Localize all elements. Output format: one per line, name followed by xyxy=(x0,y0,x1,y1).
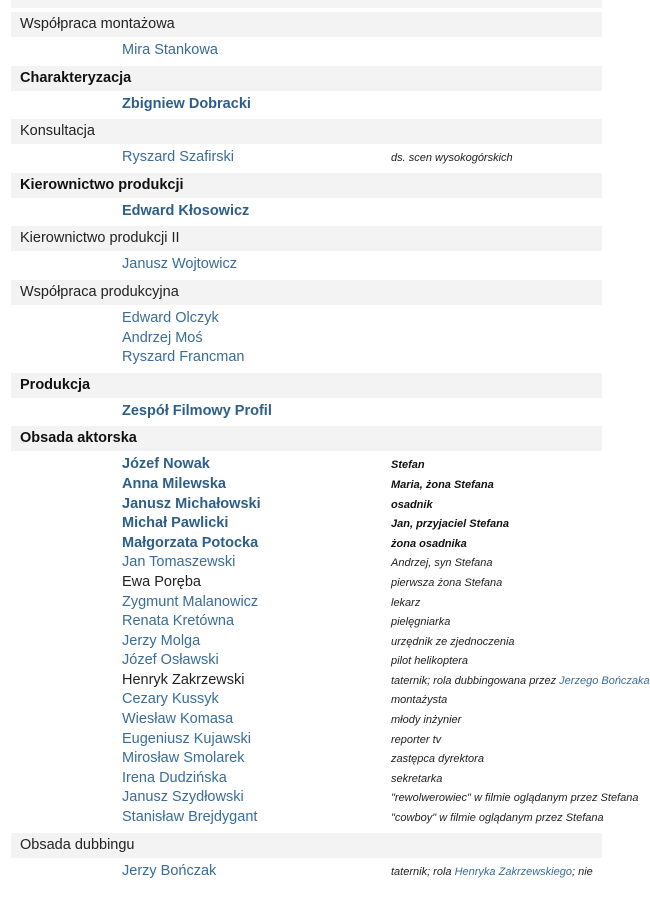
role-note xyxy=(391,671,650,691)
role-note xyxy=(391,769,442,789)
credit-row xyxy=(11,729,602,749)
role-note-text: Andrzej, syn Stefana xyxy=(391,557,493,570)
section-rows xyxy=(11,451,650,828)
credit-section xyxy=(11,119,602,169)
credit-row xyxy=(11,494,602,514)
role-note xyxy=(391,632,515,652)
role-note xyxy=(391,749,484,769)
credits-list xyxy=(0,12,650,882)
credit-row xyxy=(11,861,602,881)
section-title: Kierownictwo produkcji II xyxy=(11,226,602,251)
credit-row xyxy=(11,552,602,572)
person-name-link[interactable]: Zygmunt Malanowicz xyxy=(122,593,259,610)
person-name-link[interactable]: Jan Tomaszewski xyxy=(122,554,236,571)
role-note xyxy=(391,553,493,573)
role-note-text: zastępca dyrektora xyxy=(391,753,484,766)
section-rows xyxy=(11,398,602,423)
role-note xyxy=(391,495,433,515)
credit-row xyxy=(11,454,602,474)
credit-row xyxy=(11,689,602,709)
credit-section xyxy=(11,173,602,223)
credit-section xyxy=(11,12,602,62)
credit-row xyxy=(11,94,602,114)
person-name-link[interactable]: Janusz Szydłowski xyxy=(122,789,244,806)
role-note xyxy=(391,710,461,730)
role-note xyxy=(391,808,604,828)
person-name-link[interactable]: Zespół Filmowy Profil xyxy=(122,402,272,419)
credit-row xyxy=(11,787,639,807)
section-title: Kierownictwo produkcji xyxy=(11,173,602,198)
person-name: Ewa Poręba xyxy=(122,573,201,590)
credit-row xyxy=(11,474,602,494)
person-name-link[interactable]: Andrzej Moś xyxy=(122,329,203,346)
top-divider xyxy=(11,0,602,8)
credit-row xyxy=(11,40,602,60)
role-note-text: sekretarka xyxy=(391,772,443,785)
role-note-text: ds. scen wysokogórskich xyxy=(391,152,513,165)
credit-row xyxy=(11,572,602,592)
section-title: Współpraca montażowa xyxy=(11,12,602,37)
role-note xyxy=(391,690,447,710)
section-title: Obsada dubbingu xyxy=(11,833,602,858)
credit-row xyxy=(11,748,602,768)
section-title: Produkcja xyxy=(11,373,602,398)
credit-section xyxy=(11,280,602,369)
role-note-text: młody inżynier xyxy=(391,714,462,727)
person-name-link[interactable]: Eugeniusz Kujawski xyxy=(122,730,251,747)
role-note-text: Stefan xyxy=(391,459,425,472)
section-title: Konsultacja xyxy=(11,119,602,144)
person-name-link[interactable]: Renata Kretówna xyxy=(122,613,235,630)
section-rows xyxy=(11,305,602,369)
credit-row xyxy=(11,807,602,827)
role-note xyxy=(391,475,494,495)
credit-row xyxy=(11,254,602,274)
person-name-link[interactable]: Jerzy Molga xyxy=(122,632,201,649)
credit-row xyxy=(11,201,602,221)
role-note-text: żona osadnika xyxy=(391,537,467,550)
credit-row xyxy=(11,650,602,670)
credit-row xyxy=(11,347,602,367)
section-rows xyxy=(11,144,602,169)
role-note xyxy=(391,593,420,613)
person-name-link[interactable]: Wiesław Komasa xyxy=(122,711,234,728)
role-note-text: pierwsza żona Stefana xyxy=(391,576,503,589)
credit-row xyxy=(11,768,602,788)
section-title: Charakteryzacja xyxy=(11,66,602,91)
role-note-text: Jan, przyjaciel Stefana xyxy=(391,518,509,531)
person-name-link[interactable]: Ryszard Szafirski xyxy=(122,149,234,166)
role-note-text: montażysta xyxy=(391,694,448,707)
section-rows xyxy=(11,91,602,116)
person-name-link[interactable]: Józef Osławski xyxy=(122,652,219,669)
person-name-link[interactable]: Małgorzata Potocka xyxy=(122,534,259,551)
person-name-link[interactable]: Józef Nowak xyxy=(122,456,210,473)
credit-row xyxy=(11,631,602,651)
credit-section xyxy=(11,426,650,828)
person-name: Henryk Zakrzewski xyxy=(122,671,245,688)
role-note-text: urzędnik ze zjednoczenia xyxy=(391,635,515,648)
role-note-text: taternik; rola xyxy=(391,865,455,878)
person-name-link[interactable]: Jerzy Bończak xyxy=(122,862,217,879)
role-note xyxy=(391,573,502,593)
section-rows xyxy=(11,251,602,276)
role-note-text: "rewolwerowiec" w filmie oglądanym przez Stefana xyxy=(391,792,639,805)
credit-row xyxy=(11,592,602,612)
section-rows xyxy=(11,37,602,62)
credit-section xyxy=(11,226,602,276)
person-name-link[interactable]: Irena Dudzińska xyxy=(122,769,227,786)
credit-row xyxy=(11,401,602,421)
credit-row xyxy=(11,533,602,553)
credit-row xyxy=(11,670,650,690)
role-note-text: pilot helikoptera xyxy=(391,655,469,668)
role-note xyxy=(391,862,593,882)
section-title: Obsada aktorska xyxy=(11,426,602,451)
credit-row xyxy=(11,709,602,729)
role-note xyxy=(391,651,468,671)
credit-row xyxy=(11,147,602,167)
role-note xyxy=(391,788,638,808)
person-name-link[interactable]: Zbigniew Dobracki xyxy=(122,95,251,112)
role-note-text: pielęgniarka xyxy=(391,616,451,629)
role-note xyxy=(391,514,509,534)
person-name-link[interactable]: Edward Olczyk xyxy=(122,309,219,326)
role-note-link[interactable]: Henryka Zakrzewskiego xyxy=(454,865,572,878)
person-name-link[interactable]: Stanisław Brejdygant xyxy=(122,809,258,826)
person-name-link[interactable]: Edward Kłosowicz xyxy=(122,202,250,219)
section-rows xyxy=(11,858,602,883)
role-note-text: "cowboy" w filmie oglądanym przez Stefana xyxy=(391,812,604,825)
role-note-suffix: ; nie xyxy=(571,865,593,878)
role-note xyxy=(391,455,425,475)
person-name-link[interactable]: Ryszard Francman xyxy=(122,349,245,366)
role-note-text: Maria, żona Stefana xyxy=(391,478,494,491)
credit-section xyxy=(11,373,602,423)
credit-row xyxy=(11,611,602,631)
person-name-link[interactable]: Cezary Kussyk xyxy=(122,691,219,708)
credit-section xyxy=(11,66,602,116)
role-note-text: lekarz xyxy=(391,596,421,609)
person-name-link[interactable]: Michał Pawlicki xyxy=(122,515,229,532)
role-note-text: osadnik xyxy=(391,498,433,511)
role-note xyxy=(391,730,441,750)
credit-row xyxy=(11,328,602,348)
person-name-link[interactable]: Janusz Wojtowicz xyxy=(122,256,237,273)
role-note-text: taternik; rola dubbingowana przez xyxy=(391,674,560,687)
role-note xyxy=(391,148,513,168)
role-note-text: reporter tv xyxy=(391,733,442,746)
person-name-link[interactable]: Mirosław Smolarek xyxy=(122,750,245,767)
person-name-link[interactable]: Janusz Michałowski xyxy=(122,495,261,512)
credit-row xyxy=(11,513,602,533)
credit-row xyxy=(11,308,602,328)
person-name-link[interactable]: Mira Stankowa xyxy=(122,42,218,58)
role-note-link[interactable]: Jerzego Bończaka xyxy=(559,674,650,687)
section-title: Współpraca produkcyjna xyxy=(11,280,602,305)
section-rows xyxy=(11,198,602,223)
person-name-link[interactable]: Anna Milewska xyxy=(122,475,226,492)
credit-section xyxy=(11,833,602,883)
role-note xyxy=(391,612,450,632)
role-note xyxy=(391,534,467,554)
